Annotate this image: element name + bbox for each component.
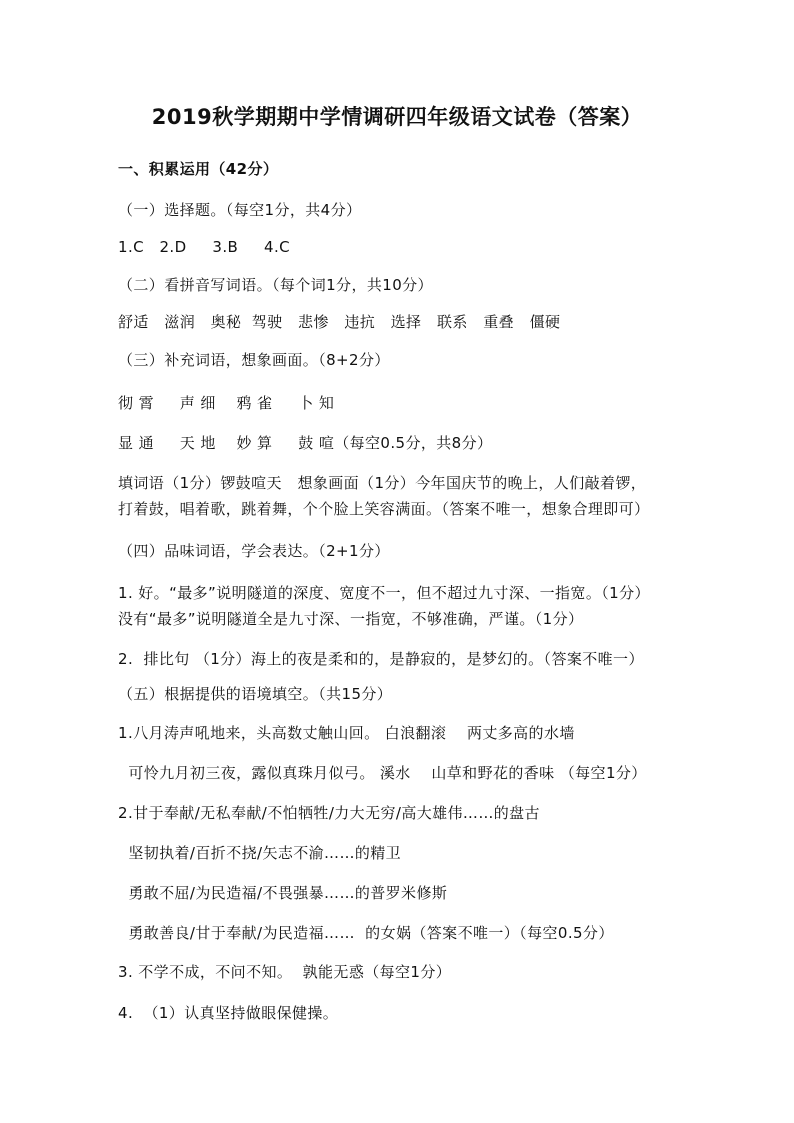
answer-line-context-2: 可怜九月初三夜，露似真珠月似弓。 溪水 山草和野花的香味 （每空1分） — [118, 764, 647, 782]
answer-line-context-7: 3. 不学不成，不问不知。 孰能无惑（每空1分） — [118, 963, 452, 981]
answer-line-pinyin: 舒适 滋润 奥秘 驾驶 悲惨 违抗 选择 联系 重叠 僵硬 — [118, 313, 561, 331]
subsection-words: （四）品味词语，学会表达。（2+1分） — [118, 542, 390, 560]
answer-line-words-1: 1. 好。“最多”说明隧道的深度、宽度不一，但不超过九寸深、一指宽。（1分） — [118, 584, 650, 602]
subsection-fill-words: （三）补充词语，想象画面。（8+2分） — [118, 351, 390, 369]
answer-line-context-3: 2.甘于奉献/无私奉献/不怕牺牲/力大无穷/高大雄伟……的盘古 — [118, 804, 540, 822]
subsection-choice: （一）选择题。（每空1分，共4分） — [118, 201, 362, 219]
answer-line-imagine-2: 打着鼓，唱着歌，跳着舞，个个脸上笑容满面。（答案不唯一，想象合理即可） — [118, 500, 650, 518]
answer-line-idioms-1: 彻 霄 声 细 鸦 雀 卜 知 — [118, 394, 335, 412]
subsection-context: （五）根据提供的语境填空。（共15分） — [118, 685, 393, 703]
section-heading-1: 一、积累运用（42分） — [118, 160, 279, 178]
answer-line-context-6: 勇敢善良/甘于奉献/为民造福…… 的女娲（答案不唯一）（每空0.5分） — [118, 924, 614, 942]
answer-line-words-2: 没有“最多”说明隧道全是九寸深、一指宽，不够准确，严谨。（1分） — [118, 610, 584, 628]
answer-line-context-5: 勇敢不屈/为民造福/不畏强暴……的普罗米修斯 — [118, 884, 448, 902]
answer-line-idioms-2: 显 通 天 地 妙 算 鼓 喧（每空0.5分，共8分） — [118, 434, 493, 452]
answer-line-context-8: 4. （1）认真坚持做眼保健操。 — [118, 1004, 339, 1022]
subsection-pinyin: （二）看拼音写词语。（每个词1分，共10分） — [118, 276, 433, 294]
answer-line-imagine-1: 填词语（1分）锣鼓喧天 想象画面（1分）今年国庆节的晚上，人们敲着锣， — [118, 474, 647, 492]
page-title: 2019秋学期期中学情调研四年级语文试卷（答案） — [151, 105, 643, 129]
answer-line-words-3: 2. 排比句 （1分）海上的夜是柔和的，是静寂的，是梦幻的。（答案不唯一） — [118, 650, 644, 668]
answer-line-context-1: 1.八月涛声吼地来，头高数丈触山回。 白浪翻滚 两丈多高的水墙 — [118, 724, 575, 742]
answer-line-context-4: 坚韧执着/百折不挠/矢志不渝……的精卫 — [118, 844, 402, 862]
answer-line-choice: 1.C 2.D 3.B 4.C — [118, 238, 291, 256]
